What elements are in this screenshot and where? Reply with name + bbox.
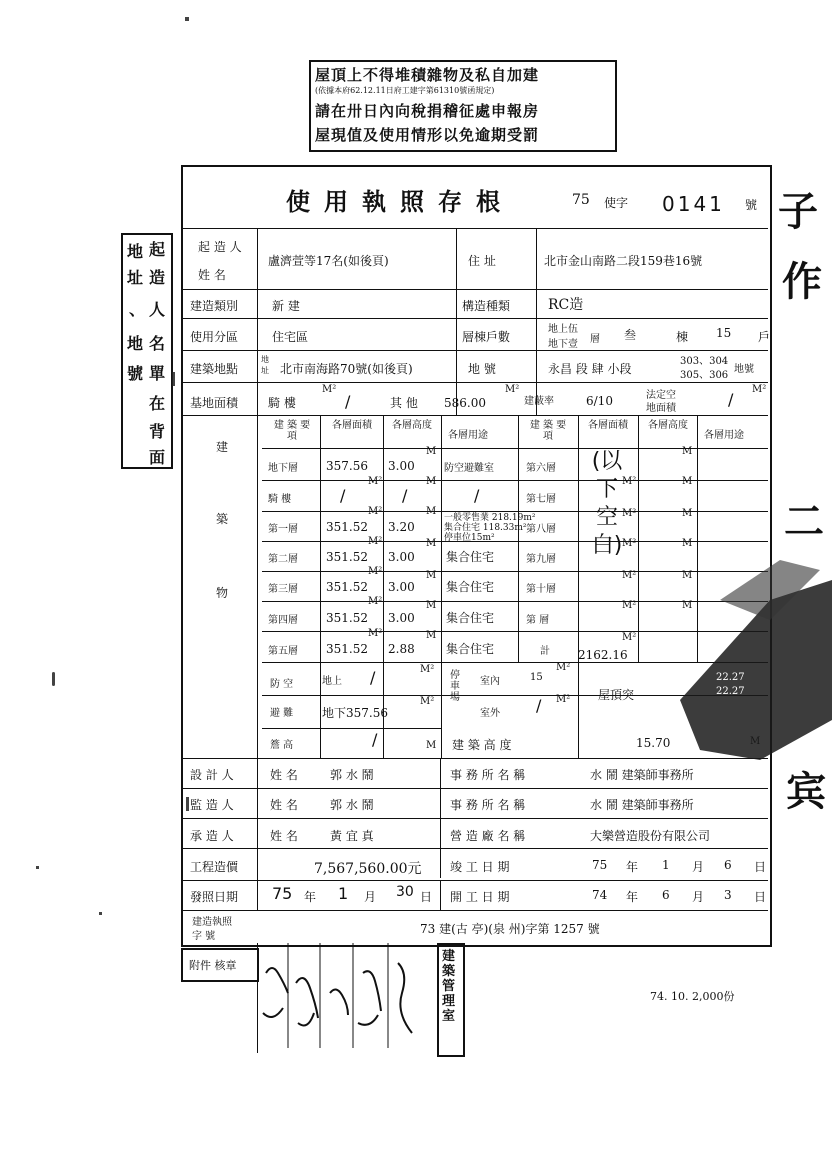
usage-label: 使用分區 — [190, 330, 239, 344]
blank-marker: (以下空白) — [591, 449, 623, 558]
permit-type: 使字 — [604, 196, 629, 210]
side-char: 造 — [149, 268, 166, 287]
side-char: 地 — [127, 242, 144, 261]
start-year-unit: 年 — [626, 890, 639, 904]
floor-name-right: 第七層 — [526, 494, 556, 505]
supervisor-name: 郭 水 鬧 — [330, 798, 374, 812]
site-area-label: 基地面積 — [190, 396, 239, 410]
area-unit-3: M² — [752, 384, 767, 395]
floor-use-extra: 集合住宅 118.33m² — [444, 523, 527, 533]
building-count: 叁 — [624, 328, 637, 342]
floor-area: 351.52 — [326, 520, 368, 534]
side-char: 起 — [149, 240, 166, 259]
floor-area: 351.52 — [326, 580, 368, 594]
section-label-2: 築 — [216, 512, 229, 526]
parking-outdoor-value: / — [536, 696, 542, 715]
issue-month: 1 — [338, 884, 349, 903]
completion-year: 75 — [592, 858, 608, 872]
side-char: 背 — [149, 422, 166, 441]
signature-area — [257, 943, 438, 1053]
cost-label: 工程造價 — [190, 860, 239, 874]
side-char: 名 — [149, 334, 166, 353]
legal-space-label-2: 地面積 — [646, 403, 676, 414]
side-char: 在 — [149, 394, 166, 413]
location-value: 北市南海路70號(如後頁) — [280, 362, 413, 376]
designer-name-label: 姓 名 — [270, 768, 298, 782]
attachment-stamp-label: 附件 核章 — [189, 959, 237, 972]
red-stamp — [437, 943, 465, 1057]
col-area-header: 各層面積 — [332, 420, 372, 431]
col-use-header: 各層用途 — [448, 430, 488, 441]
defense-below: 地下357.56 — [322, 706, 388, 720]
issue-year: 75 — [272, 884, 293, 903]
completion-month: 1 — [662, 858, 670, 872]
margin-char: 子 — [778, 189, 818, 235]
floor-name-right: 第六層 — [526, 463, 556, 474]
floor-height: / — [402, 486, 408, 505]
col-use-header-2: 各層用途 — [704, 430, 744, 441]
permit-suffix: 號 — [745, 198, 758, 212]
build-permit-label-2: 字 號 — [192, 931, 216, 942]
floors-label: 層棟戶數 — [462, 330, 511, 344]
issue-day: 30 — [396, 884, 414, 900]
category-value: 新 建 — [272, 299, 300, 313]
parking-label: 停車場 — [450, 670, 460, 703]
structure-label: 構造種類 — [462, 299, 511, 313]
side-char: 面 — [149, 448, 166, 467]
building-height-value: 15.70 — [636, 736, 671, 750]
start-day: 3 — [724, 888, 732, 902]
floor-name-right: 第八層 — [526, 524, 556, 535]
col-height-header: 各層高度 — [392, 420, 432, 431]
stamp-text: 建築管理室 — [442, 949, 456, 1024]
margin-char: 作 — [782, 259, 822, 305]
location-mini-label: 地址 — [261, 355, 269, 375]
floor-use-extra-2: 停車位15m² — [444, 533, 495, 543]
floor-height: 3.20 — [388, 520, 415, 534]
form-title: 使用執照存根 — [286, 187, 514, 216]
floor-area: 351.52 — [326, 611, 368, 625]
parking-indoor-value: 15 — [530, 672, 543, 683]
start-year: 74 — [592, 888, 608, 902]
floor-height: 3.00 — [388, 580, 415, 594]
building-height-label: 建 築 高 度 — [452, 738, 512, 752]
side-note-box — [121, 233, 173, 469]
contractor-company: 大樂營造股份有限公司 — [590, 829, 711, 843]
floor-total-label: 計 — [540, 646, 550, 657]
floor-name: 第三層 — [268, 584, 298, 595]
location-label: 建築地點 — [190, 362, 239, 376]
eaves-label: 簷 高 — [270, 740, 294, 751]
floor-use: 集合住宅 — [446, 642, 495, 656]
floor-name: 第五層 — [268, 646, 298, 657]
floor-name: 騎 樓 — [268, 494, 292, 505]
floor-height: 3.00 — [388, 459, 415, 473]
floor-height: 3.00 — [388, 611, 415, 625]
parking-outdoor-label: 室外 — [480, 708, 500, 719]
floor-area: / — [340, 486, 346, 505]
notice-line-2: (依據本府62.12.11日府工建字第61310號函規定) — [315, 86, 495, 95]
col-item-header-2: 建 築 要 項 — [529, 420, 567, 442]
notice-line-3: 請在卅日內向稅捐稽征處申報房 — [315, 102, 540, 120]
print-note: 74. 10. 2,000份 — [650, 990, 735, 1003]
floor-name: 第二層 — [268, 554, 298, 565]
side-char: 號 — [127, 364, 144, 383]
lot-numbers-2: 305、306 — [680, 370, 729, 381]
rooftop-label: 屋頂突 — [598, 688, 635, 702]
supervisor-name-label: 姓 名 — [270, 798, 298, 812]
floor-use: 防空避難室 — [444, 463, 494, 474]
defense-above-value: / — [370, 668, 376, 687]
applicant-value: 盧濟萱等17名(如後頁) — [268, 254, 389, 268]
start-month: 6 — [662, 888, 670, 902]
lot-numbers-1: 303、304 — [680, 356, 729, 367]
building-unit: 棟 — [676, 330, 689, 344]
completion-day: 6 — [724, 858, 732, 872]
defense-label-2: 避 難 — [270, 708, 294, 719]
household-unit: 戶 — [758, 330, 771, 344]
designer-label: 設 計 人 — [190, 768, 234, 782]
structure-value: RC造 — [548, 297, 584, 313]
floors-above: 地上伍 — [548, 324, 578, 335]
arcade-value: / — [345, 392, 351, 411]
floor-area: 357.56 — [326, 459, 368, 473]
lot-label: 地 號 — [468, 362, 496, 376]
cost-value: 7,567,560.00元 — [314, 861, 422, 877]
contractor-name: 黃 宜 真 — [330, 829, 374, 843]
designer-name: 郭 水 鬧 — [330, 768, 374, 782]
supervisor-label: 監 造 人 — [190, 798, 234, 812]
designer-office-label: 事 務 所 名 稱 — [450, 768, 526, 782]
permit-number: 0141 — [662, 192, 725, 216]
floor-area: 351.52 — [326, 642, 368, 656]
floor-name-right: 第 層 — [526, 615, 550, 626]
contractor-name-label: 姓 名 — [270, 829, 298, 843]
start-date-label: 開 工 日 期 — [450, 890, 510, 904]
permit-year: 75 — [572, 192, 590, 208]
contractor-label: 承 造 人 — [190, 829, 234, 843]
other-value: 586.00 — [444, 396, 486, 410]
notice-line-1: 屋頂上不得堆積雜物及私自加建 — [315, 66, 540, 84]
side-char: 人 — [149, 300, 166, 319]
attachment-stamp-box — [181, 948, 259, 982]
margin-char: 宾 — [786, 769, 826, 815]
floor-total-value: 2162.16 — [578, 648, 628, 662]
col-area-header-2: 各層面積 — [588, 420, 628, 431]
floor-name-right: 第九層 — [526, 554, 556, 565]
issue-month-unit: 月 — [364, 890, 377, 904]
col-item-header: 建 築 要 項 — [273, 420, 311, 442]
contractor-company-label: 營 造 廠 名 稱 — [450, 829, 526, 843]
usage-value: 住宅區 — [272, 330, 309, 344]
applicant-label-1: 起 造 人 — [198, 240, 242, 254]
issue-year-unit: 年 — [304, 890, 317, 904]
area-unit-2: M² — [505, 384, 520, 395]
rooftop-value-2: 22.27 — [716, 686, 745, 697]
side-char: 址 — [127, 268, 144, 287]
notice-line-4: 屋現值及使用情形以免逾期受罰 — [315, 126, 540, 144]
floor-use: 集合住宅 — [446, 580, 495, 594]
rooftop-value-1: 22.27 — [716, 672, 745, 683]
issue-date-label: 發照日期 — [190, 890, 239, 904]
floor-unit: 層 — [590, 334, 600, 345]
applicant-label-2: 姓 名 — [198, 268, 226, 282]
floor-use: / — [474, 486, 480, 505]
eaves-value: / — [372, 730, 378, 749]
side-char: 地 — [127, 334, 144, 353]
coverage-label: 建蔽率 — [524, 396, 554, 407]
lot-value: 永昌 段 肆 小段 — [548, 362, 632, 376]
margin-char: 二 — [784, 499, 824, 545]
floor-name: 第四層 — [268, 615, 298, 626]
defense-above-label: 地上 — [322, 676, 342, 687]
lot-suffix: 地號 — [734, 364, 754, 375]
eaves-unit: M — [426, 740, 437, 751]
address-label: 住 址 — [468, 254, 496, 268]
seal-stamp-smudge — [620, 560, 832, 760]
category-label: 建造類別 — [190, 299, 239, 313]
floor-name-right: 第十層 — [526, 584, 556, 595]
floor-use: 集合住宅 — [446, 611, 495, 625]
coverage-value: 6/10 — [586, 394, 613, 408]
floor-use: 一般零售業 218.19m² — [444, 513, 536, 523]
designer-office: 水 鬧 建築師事務所 — [590, 768, 694, 782]
legal-space-label-1: 法定空 — [646, 390, 676, 401]
floor-area: 351.52 — [326, 550, 368, 564]
side-char: 、 — [129, 300, 146, 319]
completion-year-unit: 年 — [626, 860, 639, 874]
completion-month-unit: 月 — [692, 860, 705, 874]
floor-name: 第一層 — [268, 524, 298, 535]
notice-box — [309, 60, 617, 152]
parking-indoor-label: 室內 — [480, 676, 500, 687]
section-label-3: 物 — [216, 586, 229, 600]
col-height-header-2: 各層高度 — [648, 420, 688, 431]
section-label-1: 建 — [216, 440, 229, 454]
floor-name: 地下層 — [268, 463, 298, 474]
address-value: 北市金山南路二段159巷16號 — [544, 254, 703, 268]
completion-date-label: 竣 工 日 期 — [450, 860, 510, 874]
build-permit-value: 73 建(古 亭)(泉 州)字第 1257 號 — [420, 922, 600, 936]
legal-space-value: / — [728, 390, 734, 409]
floor-use: 集合住宅 — [446, 550, 495, 564]
start-month-unit: 月 — [692, 890, 705, 904]
floor-height: 3.00 — [388, 550, 415, 564]
start-day-unit: 日 — [754, 890, 767, 904]
floor-height: 2.88 — [388, 642, 415, 656]
floors-below: 地下壹 — [548, 339, 578, 350]
other-label: 其 他 — [390, 396, 418, 410]
issue-day-unit: 日 — [420, 890, 433, 904]
area-unit: M² — [322, 384, 337, 395]
completion-day-unit: 日 — [754, 860, 767, 874]
supervisor-office-label: 事 務 所 名 稱 — [450, 798, 526, 812]
build-permit-label-1: 建造執照 — [192, 917, 232, 928]
defense-label-1: 防 空 — [270, 679, 294, 690]
supervisor-office: 水 鬧 建築師事務所 — [590, 798, 694, 812]
handwritten-signatures — [258, 943, 438, 1053]
side-char: 單 — [149, 364, 166, 383]
arcade-label: 騎 樓 — [268, 396, 296, 410]
household-count: 15 — [716, 326, 732, 340]
